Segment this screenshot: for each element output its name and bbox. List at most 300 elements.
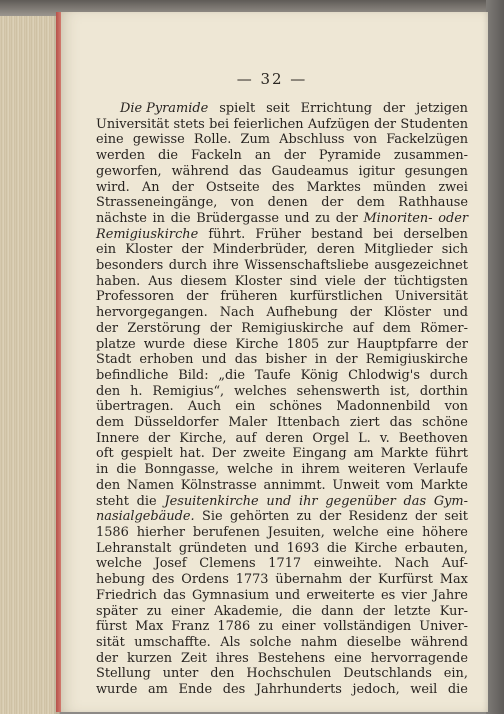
word: die [291, 603, 312, 619]
word: Kölnstrasse [180, 477, 257, 493]
word: Zeit [181, 650, 207, 666]
word: der [445, 336, 468, 352]
word: Josef [154, 556, 187, 572]
body-text [96, 101, 468, 698]
text-line [96, 572, 468, 588]
word: an [254, 148, 271, 164]
word: kurzen [127, 650, 173, 666]
word: Stadt [96, 352, 132, 368]
text-line [96, 446, 468, 462]
word: dem [96, 415, 125, 431]
word: Früher [255, 226, 301, 242]
word: Orgel [312, 430, 350, 446]
word: Kurfürst [378, 572, 433, 588]
word: Clemens [199, 556, 256, 572]
word: Franz [171, 619, 210, 635]
word: der [96, 320, 119, 336]
word: der [209, 320, 232, 336]
word: Studenten [400, 116, 468, 132]
word: Kirche [235, 336, 279, 352]
word: Innere [96, 430, 140, 446]
word: zur [327, 336, 349, 352]
word: der [414, 509, 438, 525]
word: Namen [126, 477, 175, 493]
word: Bild: [178, 367, 209, 383]
word: feierlichen [233, 116, 304, 132]
text-line [96, 635, 468, 651]
word: der [96, 650, 119, 666]
word: dem [382, 320, 411, 336]
word: Sie [202, 509, 223, 525]
word: Aufzügen [307, 116, 370, 132]
word: h. [130, 383, 143, 399]
word: Markte [380, 446, 429, 462]
word: des [271, 179, 295, 195]
word: Jahrhunderts [255, 682, 342, 698]
word: wird. [96, 179, 130, 195]
word: Zum [240, 132, 270, 148]
word: dorthin [419, 383, 468, 399]
text-line [96, 494, 468, 510]
word: derselben [403, 226, 468, 242]
word: ausgezeichnet [374, 258, 468, 274]
word: 1717 [268, 556, 302, 572]
word: die [116, 462, 137, 478]
word: gehörten [230, 509, 290, 525]
word: eine [96, 132, 124, 148]
word: Kur- [439, 603, 468, 619]
word: 1786 [217, 619, 251, 635]
word: ihrem [301, 462, 340, 478]
word: am [353, 446, 374, 462]
word: übertragen. [96, 399, 174, 415]
word: früheren [220, 289, 278, 305]
word: besonders [96, 258, 164, 274]
word: Ittenbach [277, 415, 340, 431]
red-page-edge [56, 12, 61, 712]
word: Verlaufe [413, 462, 468, 478]
word: erbauten, [404, 540, 468, 556]
word: und [201, 352, 227, 368]
word: wurde [143, 336, 186, 352]
word: jetzigen [416, 101, 468, 116]
word: von [444, 399, 468, 415]
word: Düsseldorfer [134, 415, 219, 431]
word: Brüdergasse [196, 210, 279, 226]
word: Residenz [348, 509, 408, 525]
word: stets [173, 116, 205, 132]
word: jedoch, [352, 682, 400, 698]
word: L. [358, 430, 371, 446]
word: Max [439, 572, 468, 588]
word: das [403, 493, 427, 509]
word: Universität [394, 289, 468, 305]
word: des [222, 682, 246, 698]
word: Deutschlands [343, 666, 432, 682]
word: in [314, 352, 328, 368]
word: haben. [96, 273, 141, 289]
word: Eingang [292, 446, 347, 462]
word: es [381, 587, 396, 603]
word: umschaffte. [134, 634, 211, 650]
word: solche [249, 634, 292, 650]
word: der [335, 352, 358, 368]
word: die [158, 148, 179, 164]
word: gründeten [178, 540, 247, 556]
word: diesem [180, 273, 227, 289]
word: sind [289, 273, 318, 289]
word: sität [96, 634, 125, 650]
word: bei [209, 116, 230, 132]
word: oder [438, 210, 468, 226]
text-line [96, 368, 468, 384]
word: Klöster [383, 305, 432, 321]
word: zusammen- [393, 148, 468, 164]
word: nasialgebäude. [96, 509, 195, 525]
word: dem [356, 195, 385, 211]
word: An [141, 179, 160, 195]
word: Nach [394, 556, 430, 572]
word: zu [315, 210, 331, 226]
word: geworfen, [96, 163, 162, 179]
word: erhoben [139, 352, 194, 368]
word: 1773 [235, 572, 269, 588]
word: Remigius“, [152, 383, 225, 399]
book-page [56, 12, 488, 712]
word: ziert [349, 415, 380, 431]
text-line [96, 478, 468, 494]
word: des [151, 572, 175, 588]
word: 1805 [286, 336, 320, 352]
word: Aus [148, 273, 173, 289]
text-line [96, 258, 468, 274]
word: Kloster [125, 242, 173, 258]
word: gegenüber [325, 493, 396, 509]
word: Nach [219, 305, 255, 321]
word: ein, [443, 666, 468, 682]
word: seit [266, 101, 290, 116]
word: letzte [394, 603, 431, 619]
word: Bestehens [257, 650, 326, 666]
word: deren [265, 430, 304, 446]
word: Stellung [96, 666, 151, 682]
word: vollständigen [323, 619, 412, 635]
word: das [234, 352, 258, 368]
word: Remigiuskirche [96, 226, 199, 242]
word: auf [352, 320, 374, 336]
text-line [96, 588, 468, 604]
word: und [254, 540, 280, 556]
word: bei [373, 226, 394, 242]
text-line [96, 352, 468, 368]
text-line [96, 509, 468, 525]
word: Unweit [332, 477, 380, 493]
word: Die Pyramide [120, 101, 209, 116]
word: Zerstörung [127, 320, 201, 336]
word: münden [373, 179, 427, 195]
word: Bonngasse, [144, 462, 220, 478]
text-line [96, 289, 468, 305]
word: ihr [299, 493, 318, 509]
word: Akademie, [214, 603, 283, 619]
text-line [96, 604, 468, 620]
word: Friedrich [96, 587, 157, 603]
word: und [284, 210, 310, 226]
word: Taufe [254, 367, 291, 383]
word: von [353, 132, 378, 148]
word: die [136, 493, 157, 509]
text-line [96, 321, 468, 337]
word: viele [325, 273, 356, 289]
word: annimmt. [263, 477, 326, 493]
word: Kloster [234, 273, 282, 289]
text-line [96, 525, 468, 541]
word: Aufhebung [266, 305, 338, 321]
text-line [96, 619, 468, 635]
word: der [335, 210, 358, 226]
text-line [96, 431, 468, 447]
word: Kirche, [179, 430, 227, 446]
word: dann [321, 603, 354, 619]
word: Ordens [181, 572, 229, 588]
word: der [362, 603, 385, 619]
word: gespielt [120, 446, 173, 462]
page-number: — 32 — [236, 70, 308, 88]
word: Als [220, 634, 241, 650]
word: zwei [438, 179, 468, 195]
word: während [410, 634, 468, 650]
word: das [389, 415, 413, 431]
word: weil [410, 682, 438, 698]
word: Auf- [441, 556, 468, 572]
word: Minderbrüder, [212, 242, 308, 258]
word: Remigiuskirche [365, 352, 468, 368]
word: ein [96, 242, 117, 258]
word: ihre [212, 258, 239, 274]
word: diese [193, 336, 228, 352]
word: ein [235, 399, 256, 415]
word: Der [211, 446, 236, 462]
word: Wissenschaftsliebe [244, 258, 369, 274]
text-line [96, 682, 468, 698]
word: Lehranstalt [96, 540, 172, 556]
text-line [96, 556, 468, 572]
word: fürst [96, 619, 128, 635]
word: Madonnenbild [336, 399, 431, 415]
text-line [96, 148, 468, 164]
word: auf [235, 430, 257, 446]
word: Hochschulen [246, 666, 332, 682]
word: Mitglieder [363, 242, 433, 258]
word: zu [258, 619, 274, 635]
text-line [96, 462, 468, 478]
word: Jahre [432, 587, 468, 603]
text-line [96, 180, 468, 196]
word: vier [401, 587, 427, 603]
word: Fackelzügen [386, 132, 468, 148]
word: nächste [96, 210, 147, 226]
page-stack-edge [0, 0, 60, 714]
word: später [96, 603, 138, 619]
word: zweite [242, 446, 286, 462]
word: Ende [178, 682, 213, 698]
word: Gym- [433, 493, 468, 509]
word: die [447, 682, 468, 698]
word: hervorragende [370, 650, 468, 666]
text-line [96, 132, 468, 148]
word: tüchtigsten [393, 273, 468, 289]
word: platze [96, 336, 136, 352]
word: der [283, 148, 306, 164]
word: vom [386, 477, 414, 493]
word: unter [162, 666, 199, 682]
word: welche [332, 524, 379, 540]
text-line [96, 274, 468, 290]
word: gesungen [404, 163, 468, 179]
word: hebung [96, 572, 146, 588]
word: und [275, 587, 301, 603]
word: schöne [422, 415, 468, 431]
text-line [96, 415, 468, 431]
text-line [96, 399, 468, 415]
word: Pyramide [318, 148, 381, 164]
word: einer [281, 619, 316, 635]
word: werden [96, 148, 146, 164]
word: Gymnasium [191, 587, 270, 603]
word: Hauptpfarre [356, 336, 438, 352]
word: hat. [179, 446, 205, 462]
word: in [281, 462, 294, 478]
word: spielt [219, 101, 256, 116]
word: Rolle. [193, 132, 232, 148]
word: Strasseneingänge, [96, 195, 218, 211]
word: der [349, 305, 372, 321]
word: das [238, 163, 262, 179]
word: der [363, 273, 386, 289]
text-line [96, 101, 468, 117]
word: zu [146, 603, 162, 619]
word: Chlodwig's [348, 367, 420, 383]
word: Max [135, 619, 164, 635]
text-line [96, 337, 468, 353]
word: führt [435, 446, 468, 462]
word: sich [441, 242, 468, 258]
word: der [186, 289, 209, 305]
word: zu [296, 509, 312, 525]
word: Rathhause [398, 195, 468, 211]
text-line [96, 242, 468, 258]
text-line [96, 541, 468, 557]
word: „die [218, 367, 246, 383]
text-line [96, 117, 468, 133]
word: 1693 [286, 540, 320, 556]
text-line [96, 164, 468, 180]
word: einer [170, 603, 205, 619]
word: hierher [136, 524, 186, 540]
word: Errichtung [300, 101, 373, 116]
word: Minoriten- [363, 210, 433, 226]
word: ist, [389, 383, 410, 399]
word: der [383, 101, 406, 116]
word: in [96, 462, 109, 478]
scan-background-right [486, 0, 504, 714]
word: eine [334, 650, 362, 666]
word: nahm [300, 634, 338, 650]
word: der [321, 195, 344, 211]
word: welche [96, 556, 142, 572]
text-line [96, 651, 468, 667]
word: König [300, 367, 339, 383]
word: das [163, 587, 186, 603]
word: dieselbe [346, 634, 402, 650]
word: von [230, 195, 255, 211]
word: Markte [420, 477, 468, 493]
word: und [443, 305, 468, 321]
word: der [373, 116, 397, 132]
word: Römer- [420, 320, 468, 336]
text-line [96, 305, 468, 321]
word: 1586 [96, 524, 129, 540]
word: den [96, 477, 121, 493]
word: führt. [208, 226, 246, 242]
word: durch [168, 258, 208, 274]
word: Jesuitenkirche [164, 493, 259, 509]
word: bisher [265, 352, 307, 368]
word: befindliche [96, 367, 169, 383]
word: der [171, 179, 194, 195]
text-line [96, 227, 468, 243]
word: steht [96, 493, 129, 509]
word: denen [267, 195, 308, 211]
word: durch [429, 367, 468, 383]
word: der [319, 509, 342, 525]
word: erweiterte [306, 587, 375, 603]
word: Universität [96, 116, 170, 132]
word: Maler [228, 415, 268, 431]
word: Univer- [419, 619, 468, 635]
word: welches [234, 383, 287, 399]
word: welche [227, 462, 274, 478]
word: höhere [422, 524, 468, 540]
word: weiteren [347, 462, 406, 478]
text-line [96, 666, 468, 682]
word: Beethoven [398, 430, 468, 446]
word: oft [96, 446, 114, 462]
word: ihres [215, 650, 249, 666]
word: eine [386, 524, 415, 540]
word: Marktes [306, 179, 361, 195]
text-line [96, 211, 468, 227]
text-line [96, 195, 468, 211]
word: Auch [187, 399, 222, 415]
word: Ostseite [206, 179, 260, 195]
word: Fackeln [191, 148, 242, 164]
word: Abschluss [279, 132, 345, 148]
word: einweihte. [313, 556, 382, 572]
word: übernahm [275, 572, 343, 588]
word: am [148, 682, 168, 698]
word: und [266, 493, 292, 509]
word: schönes [269, 399, 322, 415]
word: berufenen [192, 524, 260, 540]
word: bestand [311, 226, 363, 242]
word: den [96, 383, 121, 399]
word: den [210, 666, 235, 682]
word: Professoren [96, 289, 175, 305]
word: gewisse [132, 132, 185, 148]
word: der [349, 572, 372, 588]
word: Kirche [354, 540, 398, 556]
